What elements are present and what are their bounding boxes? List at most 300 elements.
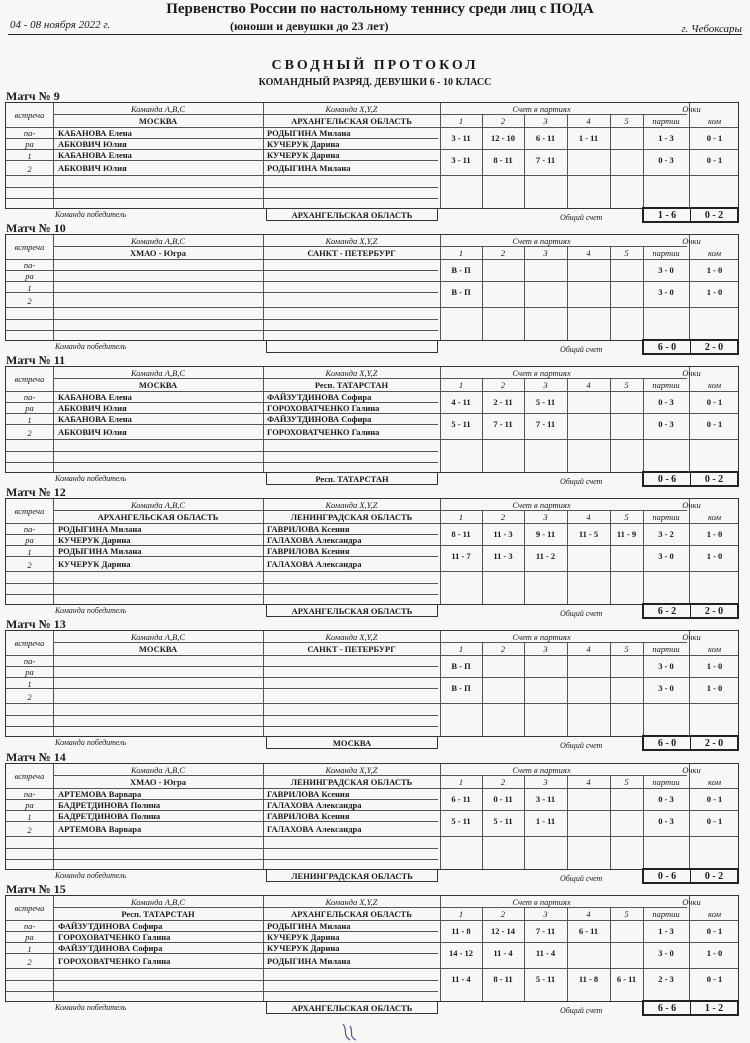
total-kom: 0 - 2: [690, 209, 737, 221]
set-score: [482, 655, 524, 677]
game-number: 1: [27, 150, 32, 161]
set-number-header: 5: [624, 511, 629, 522]
player-abc: КУЧЕРУК Дарина: [58, 534, 131, 545]
player-xyz: [267, 690, 440, 701]
player-xyz: ГАВРИЛОВА Ксения: [267, 810, 350, 821]
game-points: 0 - 3: [658, 419, 674, 429]
game-points: 0 - 3: [658, 794, 674, 804]
set-number-header: 5: [624, 247, 629, 258]
pair-label: па-: [23, 127, 36, 138]
total-label: Общий счет: [560, 609, 603, 618]
grid-line: [6, 319, 438, 320]
game-number: 1: [27, 414, 32, 425]
team-xyz-name: Респ. ТАТАРСТАН: [314, 379, 389, 390]
set-number-header: 1: [458, 511, 464, 522]
set-score: [567, 391, 610, 413]
set-number-header: 3: [543, 908, 548, 919]
set-number-header: 1: [458, 247, 464, 258]
game-points: 0 - 3: [658, 816, 674, 826]
player-abc: [58, 655, 263, 666]
player-xyz: ГОРОХОВАТЧЕНКО Галина: [267, 426, 380, 437]
championship-title: Первенство России по настольному теннису среди лиц с ПОДА: [166, 1, 594, 17]
set-score: [567, 677, 610, 699]
grid-line: [6, 859, 438, 860]
team-xyz-header: Команда X,Y,Z: [325, 631, 378, 642]
games-header: партии: [652, 908, 680, 919]
pair-score-header: Счет в партиях: [512, 764, 571, 775]
set-score: [567, 149, 610, 171]
set-number-header: 4: [586, 511, 591, 522]
protocol-subtitle: КОМАНДНЫЙ РАЗРЯД. ДЕВУШКИ 6 - 10 КЛАСС: [258, 77, 492, 88]
team-abc-name: МОСКВА: [138, 379, 178, 390]
set-score: [610, 259, 643, 281]
games-header: партии: [652, 643, 680, 654]
set-score: [567, 413, 610, 435]
player-xyz: РОДЫГИНА Милана: [267, 127, 351, 138]
player-abc: АБКОВИЧ Юлия: [58, 138, 127, 149]
player-abc: АБКОВИЧ Юлия: [58, 426, 127, 437]
game-points: 0 - 3: [658, 397, 674, 407]
game-kom: 0 - 1: [706, 133, 723, 143]
game-number: 2: [27, 824, 32, 835]
grid-line: [6, 330, 438, 331]
grid-line: [6, 556, 438, 557]
set-number-header: 3: [543, 379, 548, 390]
total-kom: 2 - 0: [690, 737, 737, 749]
team-xyz-header: Команда X,Y,Z: [325, 896, 378, 907]
total-points: 6 - 2: [657, 605, 677, 617]
match-title: Матч № 15: [6, 882, 66, 896]
winner-team: МОСКВА: [266, 736, 438, 749]
player-xyz: КУЧЕРУК Дарина: [267, 931, 340, 942]
team-abc-name: ХМАО - Югра: [130, 776, 186, 787]
total-label: Общий счет: [560, 477, 603, 486]
match-block: [0, 353, 750, 485]
set-number-header: 2: [500, 776, 506, 787]
points-header: Очки: [682, 764, 701, 775]
pair-label: ра: [25, 402, 34, 413]
player-abc: [58, 294, 263, 305]
set-score: 5 - 11: [535, 974, 556, 984]
kom-header: ком: [707, 247, 721, 258]
team-abc-header: Команда A,B,C: [130, 103, 186, 114]
set-number-header: 5: [624, 643, 629, 654]
set-number-header: 3: [543, 115, 548, 126]
games-header: партии: [652, 379, 680, 390]
total-label: Общий счет: [560, 345, 603, 354]
set-score: 3 - 11: [451, 155, 471, 165]
game-kom: 1 - 0: [706, 661, 723, 671]
meeting-header: встреча: [14, 771, 45, 781]
team-abc-header: Команда A,B,C: [130, 235, 186, 246]
set-score: 11 - 2: [535, 551, 556, 561]
winner-label: Команда победитель: [55, 342, 127, 351]
player-abc: АБКОВИЧ Юлия: [58, 402, 127, 413]
set-score: 7 - 11: [535, 419, 556, 429]
kom-header: ком: [707, 776, 721, 787]
match-table: [5, 630, 739, 737]
set-number-header: 5: [624, 776, 629, 787]
team-xyz-name: АРХАНГЕЛЬСКАЯ ОБЛАСТЬ: [291, 908, 412, 919]
grid-line: [6, 307, 738, 308]
total-kom: 2 - 0: [690, 605, 737, 617]
player-xyz: ФАЙЗУТДИНОВА Софира: [267, 413, 372, 424]
meeting-header: встреча: [14, 638, 45, 648]
player-xyz: [267, 259, 440, 270]
set-score: [567, 655, 610, 677]
set-score: [524, 677, 567, 699]
player-abc: [58, 281, 263, 292]
game-number: 2: [27, 427, 32, 438]
set-score: 12 - 10: [490, 133, 516, 143]
set-score: 4 - 11: [451, 397, 471, 407]
game-number: 2: [27, 295, 32, 306]
pair-label: па-: [23, 920, 36, 931]
player-xyz: КУЧЕРУК Дарина: [267, 138, 340, 149]
set-score: 11 - 8: [451, 926, 471, 936]
set-score: 2 - 11: [493, 397, 513, 407]
game-kom: 0 - 1: [706, 816, 723, 826]
game-kom: 0 - 1: [706, 397, 723, 407]
total-points: 6 - 0: [657, 737, 677, 749]
game-points: 0 - 3: [658, 155, 674, 165]
grid-line: [6, 424, 438, 425]
set-score: 11 - 9: [616, 529, 637, 539]
pair-score-header: Счет в партиях: [512, 499, 571, 510]
team-abc-header: Команда A,B,C: [130, 499, 186, 510]
set-score: [524, 281, 567, 303]
winner-team: ЛЕНИНГРАДСКАЯ ОБЛАСТЬ: [266, 869, 438, 882]
set-score: 11 - 5: [578, 529, 599, 539]
team-xyz-name: АРХАНГЕЛЬСКАЯ ОБЛАСТЬ: [291, 115, 412, 126]
set-score: 6 - 11: [616, 974, 637, 984]
set-number-header: 1: [458, 379, 464, 390]
set-score: 6 - 11: [578, 926, 599, 936]
total-score-box: [642, 735, 739, 751]
pair-label: ра: [25, 666, 34, 677]
grid-line: [6, 821, 438, 822]
pair-label: па-: [23, 259, 36, 270]
match-block: [0, 89, 750, 221]
total-kom: 1 - 2: [690, 1002, 737, 1014]
event-dates: 04 - 08 ноября 2022 г.: [10, 19, 111, 31]
pair-label: па-: [23, 655, 36, 666]
game-kom: 0 - 1: [706, 155, 723, 165]
set-score: [482, 677, 524, 699]
winner-label: Команда победитель: [55, 1003, 127, 1012]
team-abc-name: АРХАНГЕЛЬСКАЯ ОБЛАСТЬ: [97, 511, 219, 522]
set-score: 5 - 11: [451, 419, 471, 429]
match-table: [5, 895, 739, 1002]
set-number-header: 5: [624, 379, 629, 390]
player-xyz: РОДЫГИНА Милана: [267, 920, 351, 931]
player-abc: КАБАНОВА Елена: [58, 391, 132, 402]
set-number-header: 1: [458, 643, 464, 654]
team-abc-name: ХМАО - Югра: [130, 247, 186, 258]
match-block: [0, 617, 750, 749]
pair-label: па-: [23, 788, 36, 799]
winner-label: Команда победитель: [55, 474, 127, 483]
game-number: 1: [27, 811, 32, 822]
match-title: Матч № 13: [6, 617, 66, 631]
game-kom: 0 - 1: [706, 926, 723, 936]
team-abc-name: МОСКВА: [138, 643, 178, 654]
game-points: 3 - 0: [658, 683, 674, 693]
team-xyz-name: САНКТ - ПЕТЕРБУРГ: [307, 643, 396, 654]
pair-score-header: Счет в партиях: [512, 896, 571, 907]
player-abc: ГОРОХОВАТЧЕНКО Галина: [58, 955, 171, 966]
winner-label: Команда победитель: [55, 210, 127, 219]
player-xyz: [267, 294, 440, 305]
set-number-header: 4: [586, 247, 591, 258]
winner-team: АРХАНГЕЛЬСКАЯ ОБЛАСТЬ: [266, 604, 438, 617]
event-city: г. Чебоксары: [681, 23, 742, 35]
set-score: 3 - 11: [535, 794, 556, 804]
team-abc-header: Команда A,B,C: [130, 631, 186, 642]
set-score: 5 - 11: [451, 816, 471, 826]
grid-line: [6, 292, 438, 293]
match-block: [0, 221, 750, 353]
meeting-header: встреча: [14, 506, 45, 516]
set-number-header: 3: [543, 643, 548, 654]
protocol-title: СВОДНЫЙ ПРОТОКОЛ: [271, 58, 479, 73]
set-number-header: 5: [624, 115, 629, 126]
set-number-header: 5: [624, 908, 629, 919]
player-abc: ФАЙЗУТДИНОВА Софира: [58, 942, 163, 953]
match-table: [5, 234, 739, 341]
player-xyz: ГАЛАХОВА Александра: [267, 558, 362, 569]
set-score: [610, 788, 643, 810]
set-score: 11 - 4: [493, 948, 513, 958]
meeting-header: встреча: [14, 374, 45, 384]
player-xyz: ГАВРИЛОВА Ксения: [267, 523, 350, 534]
grid-line: [6, 462, 438, 463]
grid-line: [6, 451, 438, 452]
winner-team: АРХАНГЕЛЬСКАЯ ОБЛАСТЬ: [266, 208, 438, 221]
team-xyz-header: Команда X,Y,Z: [325, 764, 378, 775]
set-score: 7 - 11: [535, 155, 556, 165]
set-number-header: 2: [500, 908, 506, 919]
team-abc-name: Респ. ТАТАРСТАН: [121, 908, 195, 919]
games-header: партии: [652, 115, 680, 126]
set-score: 1 - 11: [535, 816, 556, 826]
game-points: 3 - 0: [658, 287, 674, 297]
set-score: 11 - 3: [493, 551, 513, 561]
game-kom: 1 - 0: [706, 265, 723, 275]
player-abc: КАБАНОВА Елена: [58, 413, 132, 424]
pair-score-header: Счет в партиях: [512, 631, 571, 642]
player-abc: КАБАНОВА Елена: [58, 127, 132, 138]
set-score: 8 - 11: [451, 529, 471, 539]
player-xyz: [267, 666, 440, 677]
player-xyz: РОДЫГИНА Милана: [267, 955, 351, 966]
kom-header: ком: [707, 643, 721, 654]
set-score: [567, 281, 610, 303]
player-abc: АРТЕМОВА Варвара: [58, 823, 142, 834]
player-xyz: ГОРОХОВАТЧЕНКО Галина: [267, 402, 380, 413]
set-score: В - П: [451, 287, 471, 297]
set-number-header: 1: [458, 776, 464, 787]
game-kom: 0 - 1: [706, 974, 723, 984]
team-xyz-header: Команда X,Y,Z: [325, 235, 378, 246]
points-header: Очки: [682, 499, 701, 510]
game-points: 3 - 0: [658, 661, 674, 671]
game-number: 2: [27, 956, 32, 967]
player-xyz: КУЧЕРУК Дарина: [267, 149, 340, 160]
set-score: [567, 810, 610, 832]
match-table: [5, 366, 739, 473]
total-points: 1 - 6: [657, 209, 677, 221]
grid-line: [6, 848, 438, 849]
player-abc: ГОРОХОВАТЧЕНКО Галина: [58, 931, 171, 942]
player-abc: АРТЕМОВА Варвара: [58, 788, 142, 799]
total-points: 6 - 6: [657, 1002, 677, 1014]
player-abc: [58, 677, 263, 688]
grid-line: [6, 187, 438, 188]
player-xyz: ГАВРИЛОВА Ксения: [267, 788, 350, 799]
set-score: 6 - 11: [535, 133, 556, 143]
pair-label: ра: [25, 270, 34, 281]
total-label: Общий счет: [560, 741, 603, 750]
pair-label: ра: [25, 138, 34, 149]
team-abc-header: Команда A,B,C: [130, 367, 186, 378]
meeting-header: встреча: [14, 110, 45, 120]
game-points: 1 - 3: [658, 133, 674, 143]
game-points: 3 - 0: [658, 551, 674, 561]
document-header: [0, 0, 750, 58]
set-score: 11 - 4: [451, 974, 471, 984]
player-xyz: ГАЛАХОВА Александра: [267, 799, 362, 810]
set-number-header: 4: [586, 643, 591, 654]
set-score: [567, 942, 610, 964]
set-score: [482, 259, 524, 281]
set-score: 8 - 11: [493, 974, 513, 984]
game-number: 2: [27, 559, 32, 570]
points-header: Очки: [682, 631, 701, 642]
grid-line: [6, 715, 438, 716]
signature-mark: [340, 1022, 360, 1042]
set-number-header: 3: [543, 511, 548, 522]
team-abc-header: Команда A,B,C: [130, 764, 186, 775]
player-abc: ФАЙЗУТДИНОВА Софира: [58, 920, 163, 931]
set-score: [610, 655, 643, 677]
game-points: 1 - 3: [658, 926, 674, 936]
set-score: 5 - 11: [535, 397, 556, 407]
set-score: 11 - 8: [578, 974, 599, 984]
player-xyz: [267, 655, 440, 666]
winner-label: Команда победитель: [55, 738, 127, 747]
header-rule: [8, 34, 742, 35]
game-kom: 0 - 1: [706, 419, 723, 429]
set-score: 11 - 3: [493, 529, 513, 539]
set-score: [567, 788, 610, 810]
total-points: 0 - 6: [657, 473, 677, 485]
player-xyz: ГАВРИЛОВА Ксения: [267, 545, 350, 556]
set-score: [610, 810, 643, 832]
total-kom: 0 - 2: [690, 870, 737, 882]
player-abc: БАДРЕТДИНОВА Полина: [58, 810, 161, 821]
winner-team: [266, 340, 438, 353]
team-abc-header: Команда A,B,C: [130, 896, 186, 907]
points-header: Очки: [682, 896, 701, 907]
match-table: [5, 498, 739, 605]
set-score: 7 - 11: [535, 926, 556, 936]
total-label: Общий счет: [560, 874, 603, 883]
game-kom: 0 - 1: [706, 794, 723, 804]
set-score: 1 - 11: [578, 133, 599, 143]
match-title: Матч № 9: [6, 89, 60, 103]
player-xyz: ГАЛАХОВА Александра: [267, 823, 362, 834]
set-number-header: 4: [586, 379, 591, 390]
set-number-header: 2: [500, 247, 506, 258]
grid-line: [6, 726, 438, 727]
grid-line: [6, 688, 438, 689]
player-abc: [58, 690, 263, 701]
player-abc: [58, 259, 263, 270]
set-number-header: 4: [586, 908, 591, 919]
set-score: [610, 391, 643, 413]
set-score: 14 - 12: [448, 948, 474, 958]
game-number: 2: [27, 163, 32, 174]
player-xyz: [267, 270, 440, 281]
team-xyz-header: Команда X,Y,Z: [325, 103, 378, 114]
winner-team: Респ. ТАТАРСТАН: [266, 472, 438, 485]
kom-header: ком: [707, 908, 721, 919]
grid-line: [6, 991, 438, 992]
points-header: Очки: [682, 103, 701, 114]
player-xyz: [267, 677, 440, 688]
games-header: партии: [652, 511, 680, 522]
pair-label: па-: [23, 391, 36, 402]
team-xyz-name: ЛЕНИНГРАДСКАЯ ОБЛАСТЬ: [290, 511, 413, 522]
meeting-header: встреча: [14, 903, 45, 913]
match-table: [5, 763, 739, 870]
pair-score-header: Счет в партиях: [512, 235, 571, 246]
set-score: [482, 281, 524, 303]
set-score: В - П: [451, 661, 471, 671]
games-header: партии: [652, 247, 680, 258]
grid-line: [6, 980, 438, 981]
team-xyz-name: ЛЕНИНГРАДСКАЯ ОБЛАСТЬ: [290, 776, 413, 787]
player-abc: БАДРЕТДИНОВА Полина: [58, 799, 161, 810]
match-block: [0, 750, 750, 882]
grid-line: [6, 160, 438, 161]
pair-label: ра: [25, 799, 34, 810]
points-header: Очки: [682, 367, 701, 378]
set-number-header: 4: [586, 115, 591, 126]
set-score: 5 - 11: [493, 816, 513, 826]
set-score: [610, 127, 643, 149]
total-label: Общий счет: [560, 213, 603, 222]
set-score: В - П: [451, 683, 471, 693]
total-label: Общий счет: [560, 1006, 603, 1015]
set-score: 3 - 11: [451, 133, 471, 143]
player-abc: КУЧЕРУК Дарина: [58, 558, 131, 569]
pair-label: ра: [25, 534, 34, 545]
set-score: [567, 545, 610, 567]
grid-line: [6, 583, 438, 584]
player-abc: РОДЫГИНА Милана: [58, 523, 142, 534]
team-xyz-name: САНКТ - ПЕТЕРБУРГ: [307, 247, 396, 258]
set-number-header: 1: [458, 908, 464, 919]
game-kom: 1 - 0: [706, 551, 723, 561]
set-number-header: 2: [500, 379, 506, 390]
grid-line: [6, 439, 738, 440]
player-abc: АБКОВИЧ Юлия: [58, 162, 127, 173]
match-block: [0, 485, 750, 617]
set-score: 9 - 11: [535, 529, 556, 539]
game-number: 1: [27, 282, 32, 293]
